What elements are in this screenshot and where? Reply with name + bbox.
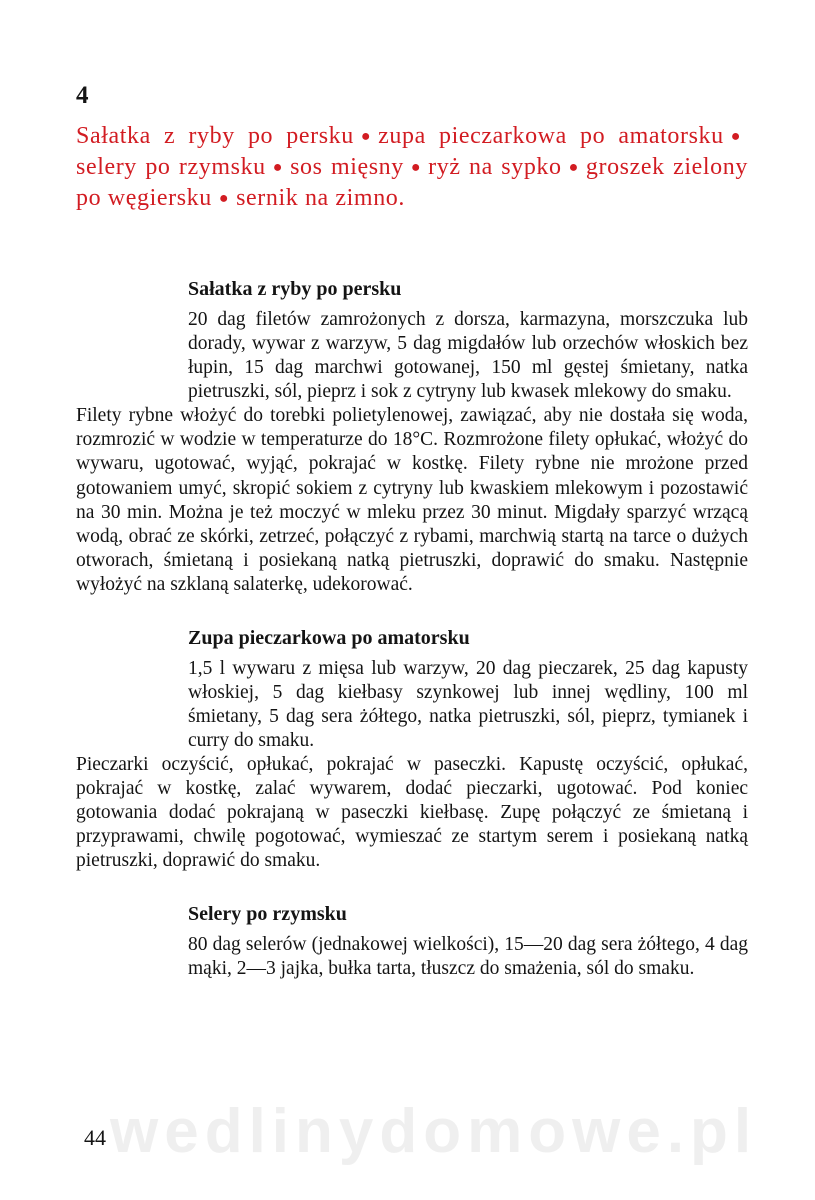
recipe-ingredients: 80 dag selerów (jednakowej wielkości), 15—20 dag sera żółtego, 4 dag mąki, 2—3 jajka, bułka tarta, tłuszcz do smażenia, sól do smaku. — [188, 933, 748, 979]
bullet-separator: ● — [568, 159, 579, 176]
recipe-ingredients: 20 dag filetów zamrożonych z dorsza, karmazyna, morszczuka lub dorady, wywar z warzyw, 5 dag migdałów lub orzechów włoskich bez łupin, 15 dag marchwi gotowanej, 150 ml gęstej śmietany, natka pietruszki, sól, pieprz i sok z cytryny lub kwasek mlekowy do smaku. — [188, 309, 748, 402]
bullet-separator: ● — [360, 128, 372, 145]
menu-item: sernik na zimno. — [236, 185, 406, 211]
recipe-title: Sałatka z ryby po persku — [188, 278, 402, 300]
recipe-salad — [76, 276, 748, 598]
bullet-separator: ● — [410, 159, 422, 176]
menu-item: zupa pieczarkowa po amatorsku — [378, 123, 724, 149]
menu-item: ryż na sypko — [428, 154, 562, 180]
menu-item: Sałatka z ryby po persku — [76, 123, 354, 149]
recipe-ingredients: 1,5 l wywaru z mięsa lub warzyw, 20 dag pieczarek, 25 dag kapusty włoskiej, 5 dag kiełbasy szynkowej lub innej wędliny, 100 ml śmietany, 5 dag sera żółtego, natka pietruszki, sól, pieprz, tymianek i curry do smaku. — [188, 657, 748, 751]
bullet-separator: ● — [272, 159, 284, 176]
recipe-title: Zupa pieczarkowa po amatorsku — [188, 626, 470, 649]
menu-item: selery po rzymsku — [76, 154, 266, 180]
recipe-celery — [76, 901, 748, 981]
watermark: wedlinydomowe.pl — [110, 1097, 758, 1166]
menu-item: groszek zielony po węgiersku — [76, 154, 748, 211]
menu-list — [76, 121, 748, 214]
menu-item: sos mięsny — [290, 154, 404, 180]
recipe-method: Filety rybne włożyć do torebki polietylenowej, zawiązać, aby nie dostała się woda, rozmrozić w wodzie w temperaturze do 18°C. Rozmrożone filety opłukać, włożyć do wywaru, ugotować, wyjąć, pokrajać w kostkę. Filety rybne nie mrożone przed gotowaniem umyć, skropić sokiem z cytryny lub kwaskiem mlekowym i pozostawić na 30 min. Można je też moczyć w mleku przez 30 minut. Migdały sparzyć wrzącą wodą, obrać ze skórki, zetrzeć, połączyć z rybami, marchwią startą na tarce o dużych otworach, śmietaną i posiekaną natką pietruszki, doprawić do smaku. Następnie wyłożyć na szklaną salaterkę, udekorować. — [76, 405, 748, 596]
recipe-soup — [76, 625, 748, 874]
recipe-title: Selery po rzymsku — [188, 902, 347, 925]
chapter-number: 4 — [76, 82, 89, 109]
bullet-separator: ● — [218, 190, 230, 207]
recipe-method: Pieczarki oczyścić, opłukać, pokrajać w paseczki. Kapustę oczyścić, opłukać, pokrajać w kostkę, zalać wywarem, dodać pieczarki, ugotować. Pod koniec gotowania dodać pokrajaną w paseczki kiełbasę. Zupę połączyć ze śmietaną i przyprawami, chwilę pogotować, wymieszać ze startym serem i posiekaną natką pietruszki, doprawić do smaku. — [76, 753, 748, 872]
recipes-content — [76, 276, 748, 1008]
bullet-separator: ● — [730, 128, 741, 145]
page-number: 44 — [84, 1125, 106, 1150]
